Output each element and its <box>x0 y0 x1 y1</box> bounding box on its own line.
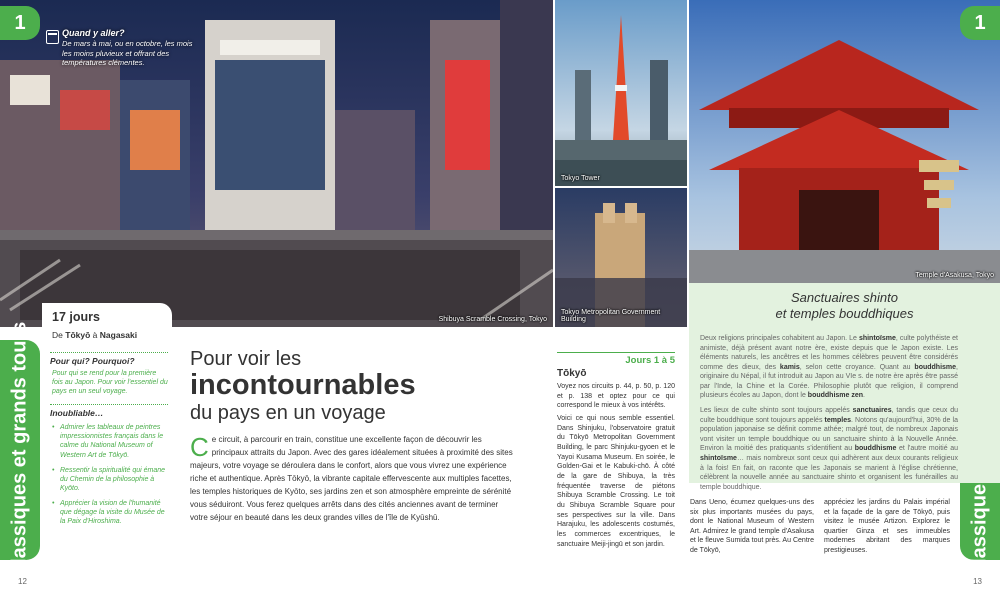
shrines-paragraph-1: Deux religions principales cohabitent au Japon. Le shintoïsme, culte polythéiste et animiste, déjà présent avant notre ère, existe depuis que le Japon existe. Les éléments naturels, les ancêtres et les hommes célèbres peuvent être considérés comme des dieux, des kamis, selon cette croyance. Quant au bouddhisme, originaire du Népal, il fut introduit au Japon au VIe s. de notre ère après être passé par l'Inde, la Chine et la Corée. Philosophie plutôt que religion, il comprend plusieurs écoles au Japon, dont le bouddhisme zen. <box>700 335 958 400</box>
intro-text: e circuit, à parcourir en train, constitue une excellente façon de découvrir les principaux attraits du Japon. Avec des gares idéalement situées à proximité des sites majeurs, votre voyage se déroulera dans le confort, alors que vous vivrez une expérience riche et authentique. Après Tōkyō, la vibrante capitale effervescente aux multiples facettes, les temples historiques de Kyōto, ses jardins zen et son atmosphère empreinte de sérénité vous séduiront. Vous ferez quelques arrêts dans des cités anciennes avant de terminer votre séjour en beauté dans les deux grandes villes de l'île de Kyūshū. <box>190 435 513 522</box>
shrines-paragraph-2: Les lieux de culte shinto sont toujours appelés sanctuaires, tandis que ceux du culte bouddhique sont toujours appelés temples. Notons qu'aujourd'hui, 30% de la population japonaise se définit comme athée; malgré tout, de nombreux Japonais vont visiter un temple bouddhique ou un sanctuaire shinto à la Nouvelle Année. Environ la moitié des pratiquants s'identifient au bouddhisme et l'autre moitié au shintoïsme… mais nombreux sont ceux qui adhèrent aux deux courants religieux à la fois! En fait, on raconte que les Japonais se marient à l'église chrétienne, célèbrent la nouvelle année au sanctuaire shinto et organisent les funérailles au temple bouddhique. <box>700 407 959 491</box>
tokyo-column <box>557 352 675 549</box>
itinerary-route <box>52 330 164 340</box>
list-item: • Admirer les tableaux de peintres impressionnistes français dans le calme du National Museum of Western Art de Tōkyō. <box>50 423 168 459</box>
tokyo-tower-photo <box>555 0 687 186</box>
list-item: • Apprécier la vision de l'humanité que dégage la visite du Musée de la Paix d'Hiroshima. <box>50 499 168 526</box>
calendar-icon <box>46 30 59 44</box>
shrines-title <box>689 290 1000 321</box>
photo-caption-shibuya: Shibuya Scramble Crossing, Tokyo <box>438 316 547 323</box>
page-number-left: 12 <box>18 577 27 586</box>
page-number-right: 13 <box>973 577 982 586</box>
shrines-title-line-2: et temples bouddhiques <box>775 305 914 321</box>
photo-caption-tower: Tokyo Tower <box>561 175 600 182</box>
route-from: Tōkyō <box>65 330 91 340</box>
route-prefix: De <box>52 330 63 340</box>
title-line-2: incontournables <box>190 369 416 401</box>
bottom-column-b: appréciez les jardins du Palais impérial et la façade de la gare de Tōkyō, puis visitez le musée Artizon. Explorez le quartier Ginza et ses immeubles modernes abritant des marques prestigieuses. <box>824 499 950 554</box>
list-item: • Ressentir la spiritualité qui émane du Chemin de la philosophie à Kyōto. <box>50 466 168 493</box>
drop-cap: C <box>190 432 209 462</box>
shrines-title-line-1: Sanctuaires shinto <box>791 290 898 305</box>
asakusa-temple-photo <box>689 0 1000 283</box>
intro-paragraph <box>190 434 515 525</box>
why-heading: Pour qui? Pourquoi? <box>50 352 168 366</box>
itinerary-duration: 17 jours <box>52 310 100 324</box>
unmissable-heading: Inoubliable… <box>50 404 168 418</box>
when-text: De mars à mai, ou en octobre, les mois les moins pluvieux et offrant des températures clémentes. <box>62 39 193 67</box>
when-heading: Quand y aller? <box>62 28 125 38</box>
why-text: Pour qui se rend pour la première fois au Japon. Pour voir l'essentiel du pays en un seul voyage. <box>52 370 168 396</box>
days-heading: Jours 1 à 5 <box>557 352 675 366</box>
title-line-3: du pays en un voyage <box>190 401 386 424</box>
city-heading: Tōkyō <box>557 368 587 379</box>
government-building-photo <box>555 188 687 327</box>
chapter-tab-right: 1 <box>960 6 1000 40</box>
route-to: Nagasaki <box>99 330 138 340</box>
unmissable-list <box>50 423 168 526</box>
title-line-1: Pour voir les <box>190 348 302 370</box>
photo-caption-temple: Temple d'Asakusa, Tokyo <box>915 272 994 279</box>
chapter-tab-left: 1 <box>0 6 40 40</box>
itinerary-card <box>42 303 172 344</box>
when-to-go-box <box>62 28 202 67</box>
shrines-text <box>700 334 958 492</box>
tokyo-paragraph-1: Voyez nos circuits p. 44, p. 50, p. 120 et p. 138 et optez pour ce qui correspond le mieux à vos intérêts. <box>557 383 675 410</box>
bottom-column-a: Dans Ueno, écumez quelques-uns des six plus importants musées du pays, dont le National Museum of Western Art. Admirez le grand temple d'Asakusa et le fleuve Sumida tout près. Au Centre de Tōkyō, <box>690 499 814 554</box>
page-title <box>190 348 510 424</box>
side-tab-left <box>0 321 40 579</box>
sidebar-column <box>50 352 168 532</box>
route-mid: à <box>92 330 98 340</box>
side-tab-left-label: Classiques et grands tours <box>8 321 31 579</box>
photo-caption-building: Tokyo Metropolitan Government Building <box>561 309 661 323</box>
tokyo-paragraph-2: Voici ce qui nous semble essentiel. Dans Shinjuku, l'observatoire gratuit du Tōkyō Metropolitan Government Building, le parc Shinjuku-gyoen et le Yayoi Kusama Museum. En soirée, le Golden-Gai et le Kabuki-chō. À côté de la gare de Shibuya, la très fréquentée traverse de piétons Shibuya Scramble Crossing. Le toit du Shibuya Scramble Square pour ses perspectives sur la ville. Dans Harajuku, les adolescents costumés, les commerces excentriques, le sanctuaire Meiji-jingū et son jardin. <box>557 414 675 548</box>
